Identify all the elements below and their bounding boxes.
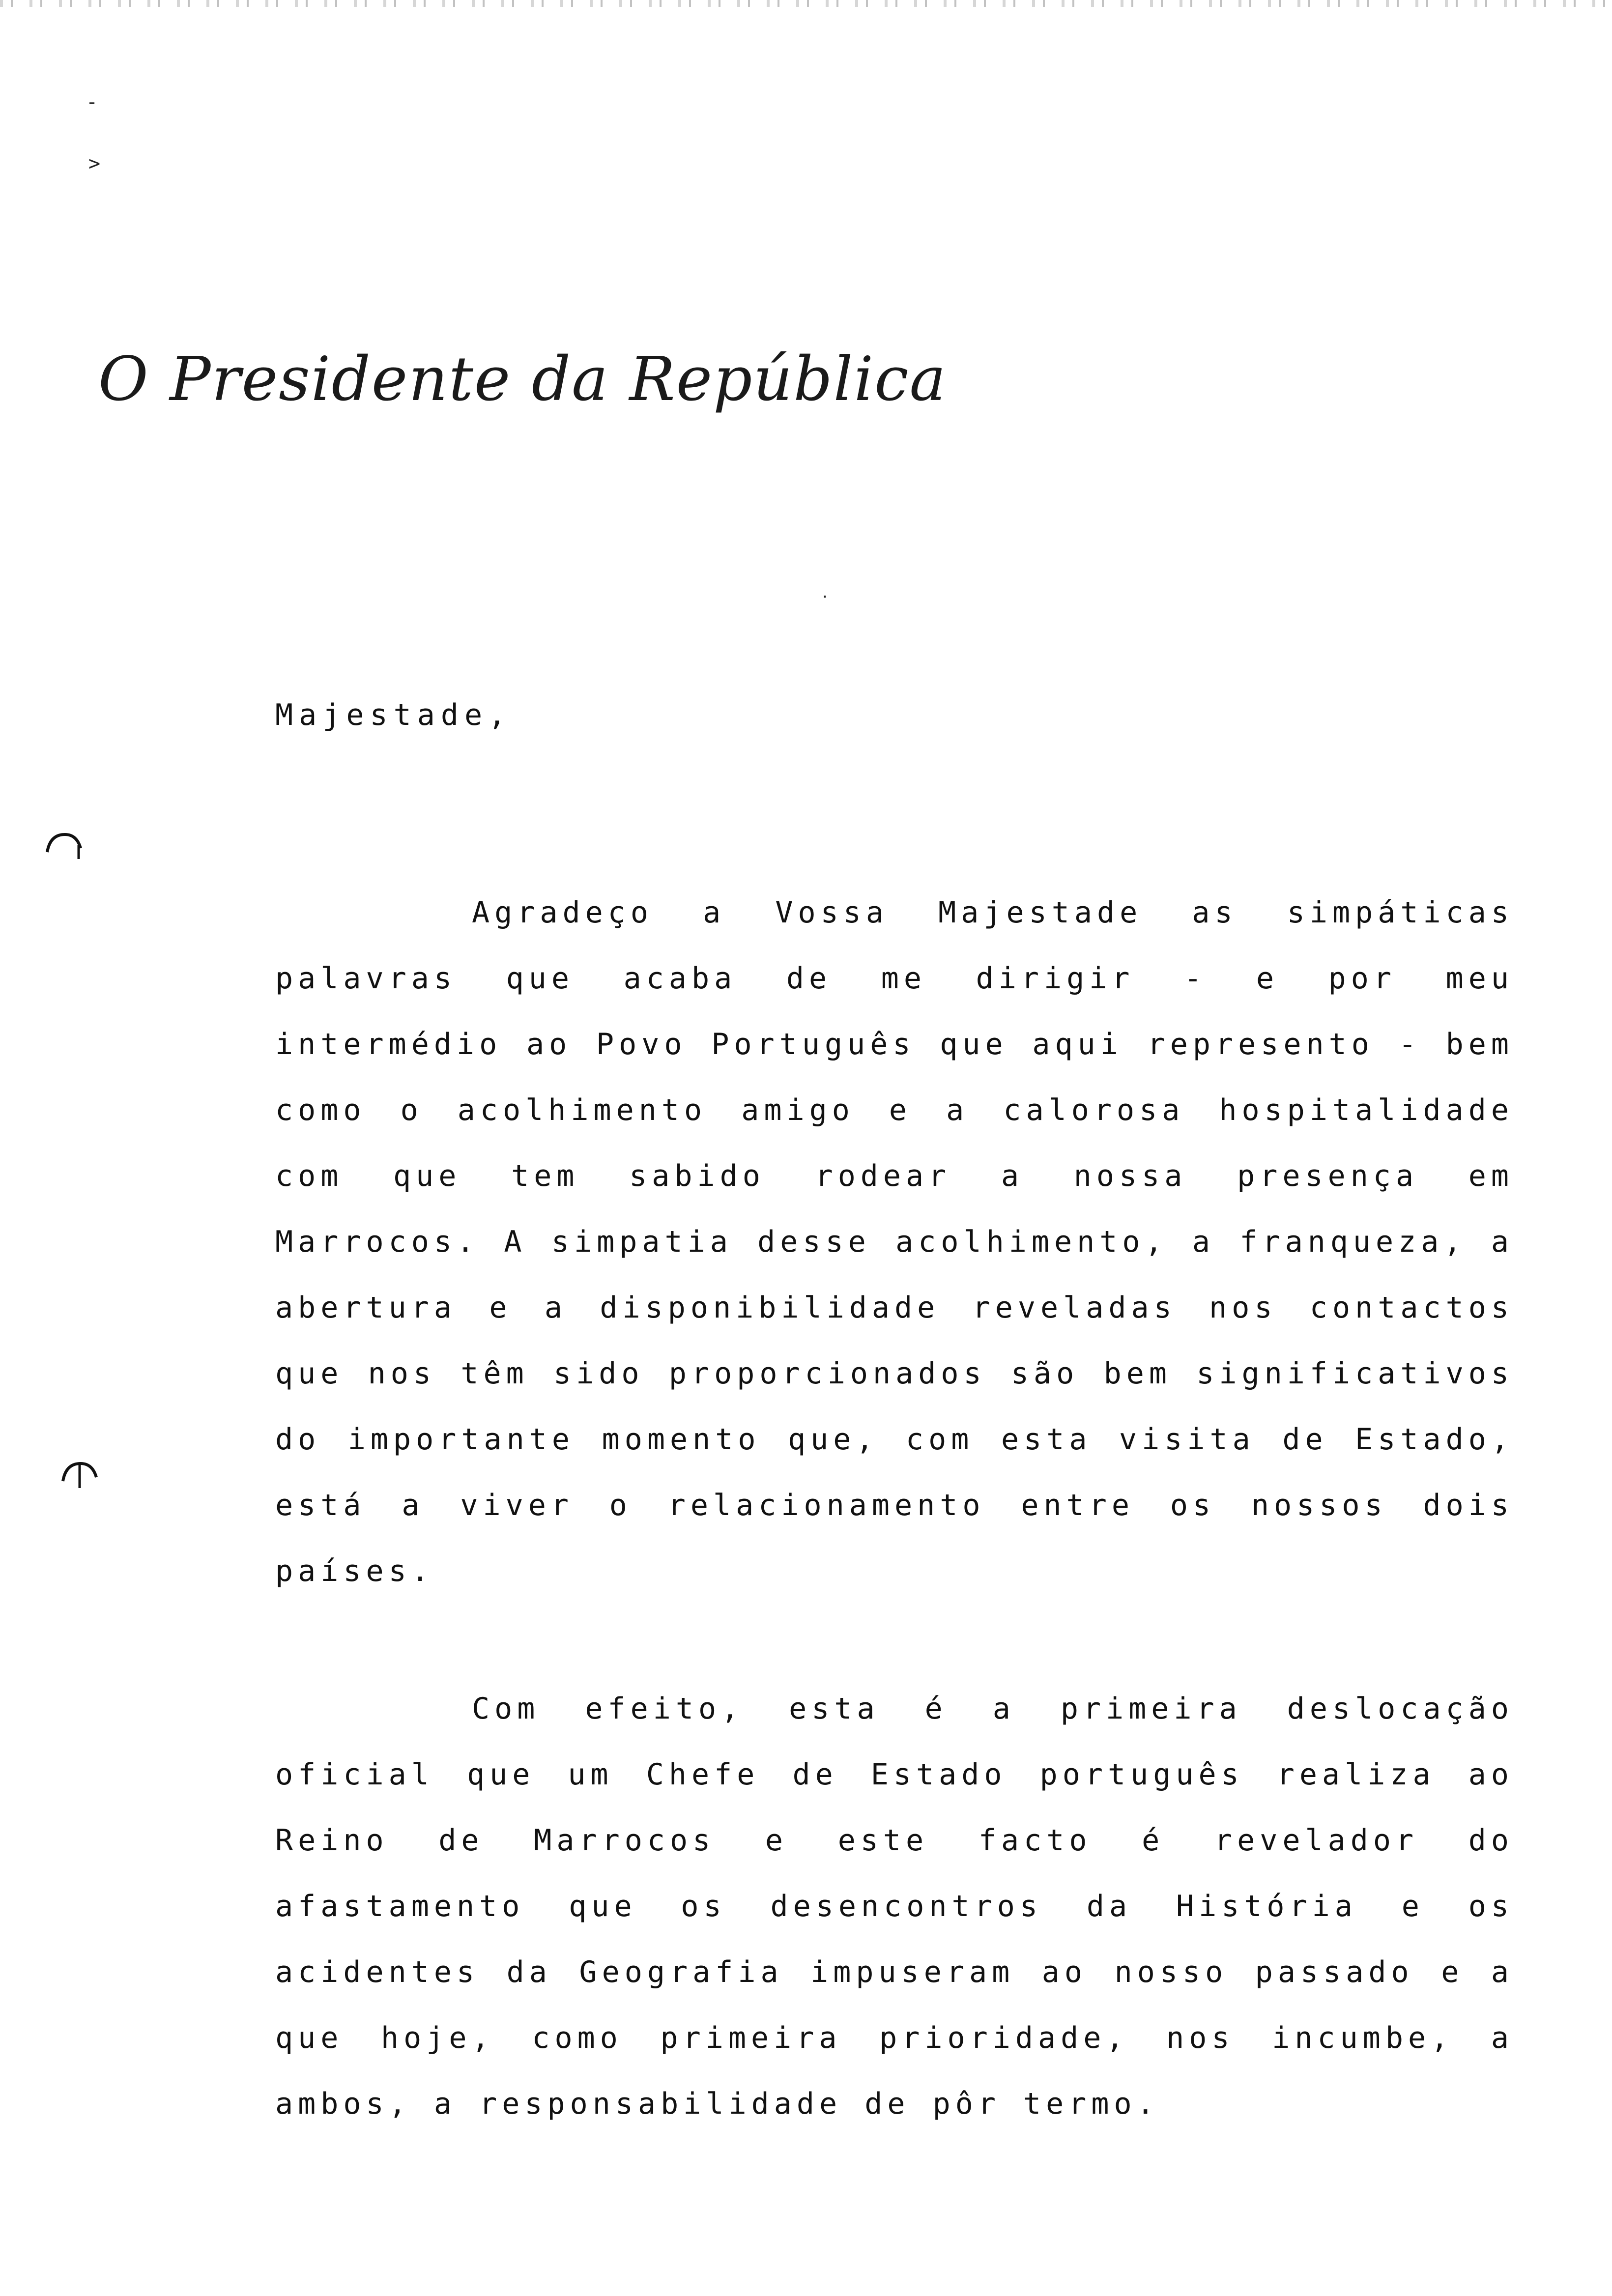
letter-paragraph — [275, 1676, 1514, 2137]
scan-artifact-line — [0, 0, 1612, 7]
salutation: Majestade, — [275, 698, 512, 732]
punch-hole-mark-icon — [44, 831, 84, 860]
scan-artifact-mark: . — [821, 585, 829, 601]
letterhead-title: O Presidente da República — [98, 344, 947, 415]
scan-artifact-mark: > — [88, 152, 101, 175]
letter-paragraph — [275, 880, 1514, 1604]
punch-hole-mark-icon — [60, 1460, 99, 1489]
paragraph-text: Agradeço a Vossa Majestade as simpáticas palavras que acaba de me dirigir - e por meu intermédio ao Povo Português que aqui represento - bem como o acolhimento amigo e a calorosa hospitalidade com que tem sabido rodear a nossa presença em Marrocos. A simpatia desse acolhimento, a franqueza, a abertura e a disponibilidade reveladas nos contactos que nos têm sido proporcionados são bem significativos do importante momento que, com esta visita de Estado, está a viver o relacionamento entre os nossos dois países. — [275, 895, 1514, 1588]
scan-artifact-mark: - — [86, 91, 98, 114]
paragraph-text: Com efeito, esta é a primeira deslocação oficial que um Chefe de Estado português realiza ao Reino de Marrocos e este facto é revelador do afastamento que os desencontros da História e os acidentes da Geografia impuseram ao nosso passado e a que hoje, como primeira prioridade, nos incumbe, a ambos, a responsabilidade de pôr termo. — [275, 1692, 1514, 2121]
